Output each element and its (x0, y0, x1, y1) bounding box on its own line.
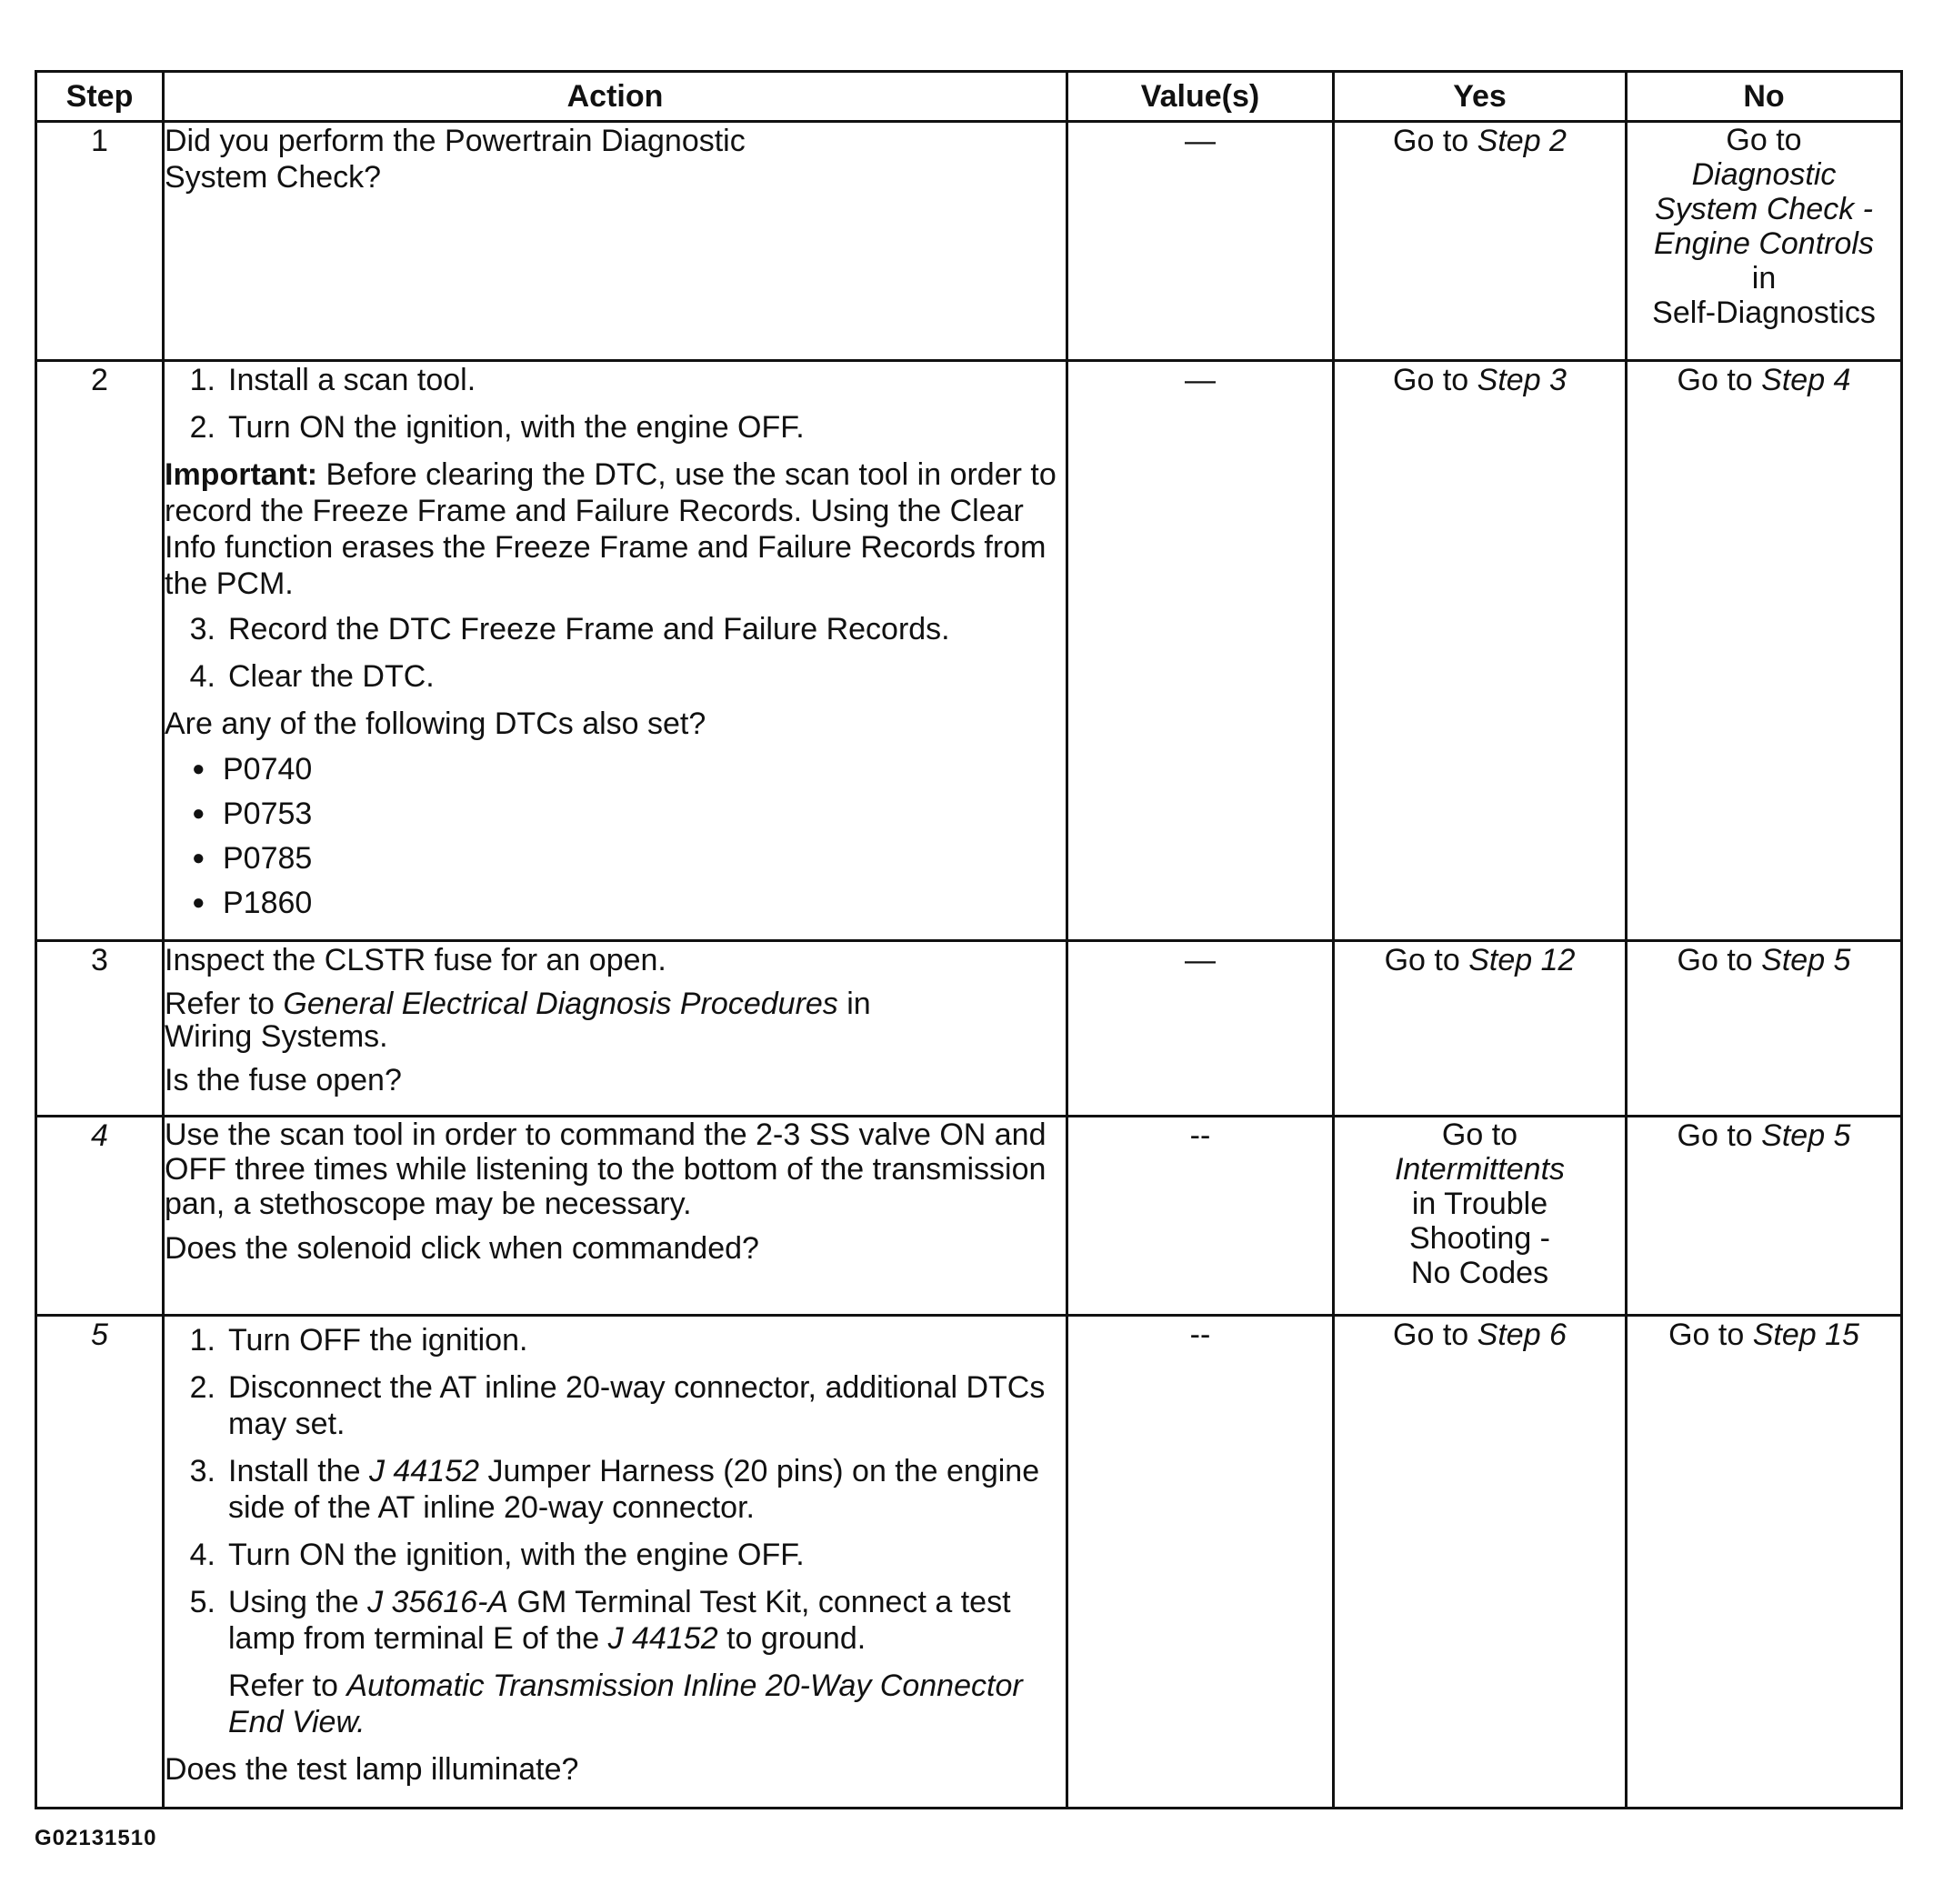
step-number: 1 (36, 122, 164, 361)
value-cell: — (1067, 941, 1334, 1117)
procedure-step: 1. Turn OFF the ignition. (189, 1323, 528, 1358)
no-prefix: Go to (1677, 943, 1753, 977)
action-text: Did you perform the Powertrain Diagnostic System Check? (165, 124, 746, 195)
refer-link[interactable]: Automatic Transmission Inline 20-Way Connector End View (228, 1669, 1023, 1739)
important-text: Before clearing the DTC, use the scan tool in order to record the Freeze Frame and Failure Records. Using the Clear Info function erases the Freeze Frame and Failure Records from the PCM. (165, 457, 1057, 601)
table-row-step-5 (36, 1316, 1902, 1809)
yes-cell (1334, 361, 1627, 941)
yes-step-link[interactable]: Step 3 (1477, 363, 1567, 397)
diagnostic-table (35, 70, 1903, 1809)
dtc-code: ● P0740 (192, 752, 313, 787)
yes-step-link[interactable]: Step 2 (1477, 124, 1567, 158)
question-text: Does the solenoid click when commanded? (165, 1231, 759, 1266)
question-text: Are any of the following DTCs also set? (165, 706, 706, 741)
value-cell: -- (1067, 1117, 1334, 1316)
yes-step-link[interactable]: Step 12 (1468, 943, 1576, 977)
procedure-list-b (165, 611, 1066, 695)
no-ref-line-2[interactable]: System Check - (1655, 192, 1873, 226)
bullet-icon: ● (192, 846, 205, 870)
procedure-step: 2. Turn ON the ignition, with the engine OFF. (189, 410, 805, 445)
yes-cell (1334, 941, 1627, 1117)
step-number: 2 (36, 361, 164, 941)
yes-ref-link[interactable]: Intermittents (1394, 1152, 1566, 1187)
no-cell (1627, 1117, 1902, 1316)
yes-step-link[interactable]: Step 6 (1477, 1318, 1567, 1352)
step-number: 4 (36, 1117, 164, 1316)
action-cell (164, 941, 1067, 1117)
procedure-list-a (165, 362, 1066, 446)
procedure-step: 4. Turn ON the ignition, with the engine OFF. (189, 1538, 805, 1572)
table-row-step-3 (36, 941, 1902, 1117)
table-row-step-2 (36, 361, 1902, 941)
bullet-icon: ● (192, 757, 205, 781)
yes-prefix: Go to (1393, 1318, 1469, 1352)
no-cell (1627, 122, 1902, 361)
value-cell: -- (1067, 1316, 1334, 1809)
no-step-link[interactable]: Step 5 (1761, 943, 1851, 977)
no-goto: Go to (1726, 123, 1802, 157)
action-cell (164, 122, 1067, 361)
dtc-code: ● P0785 (192, 841, 313, 876)
action-cell (164, 1117, 1067, 1316)
question-text: Is the fuse open? (165, 1063, 402, 1097)
header-yes: Yes (1334, 72, 1627, 122)
header-action: Action (164, 72, 1067, 122)
no-step-link[interactable]: Step 15 (1752, 1318, 1859, 1352)
action-cell (164, 361, 1067, 941)
yes-prefix: Go to (1384, 943, 1460, 977)
procedure-step: 3. Install the J 44152 Jumper Harness (20 pins) on the engine side of the AT inline 20-way connector. (189, 1454, 1040, 1525)
procedure-list (165, 1322, 1066, 1657)
refer-link[interactable]: General Electrical Diagnosis Procedures (283, 987, 838, 1021)
no-cell (1627, 941, 1902, 1117)
yes-goto: Go to (1441, 1117, 1518, 1152)
header-no: No (1627, 72, 1902, 122)
value-cell: — (1067, 361, 1334, 941)
no-in: in (1751, 261, 1777, 296)
tool-ref: J 44152 (368, 1454, 479, 1488)
tool-ref: J 44152 (607, 1621, 718, 1656)
yes-prefix: Go to (1393, 124, 1469, 158)
refer-text: Refer to General Electrical Diagnosis Procedures in Wiring Systems. (165, 987, 871, 1054)
no-cell (1627, 361, 1902, 941)
header-step: Step (36, 72, 164, 122)
bullet-icon: ● (192, 801, 205, 826)
procedure-step: 4. Clear the DTC. (189, 659, 435, 694)
yes-cell: Go to Intermittents in Trouble Shooting - No Codes (1334, 1117, 1627, 1316)
no-cell (1627, 1316, 1902, 1809)
value-cell: — (1067, 122, 1334, 361)
no-prefix: Go to (1668, 1318, 1745, 1352)
no-prefix: Go to (1677, 1118, 1753, 1153)
dtc-code: ● P0753 (192, 797, 313, 831)
procedure-step: 5. Using the J 35616-A GM Terminal Test Kit, connect a test lamp from terminal E of the J 44152 to ground. (189, 1585, 1011, 1656)
no-step-link[interactable]: Step 4 (1761, 363, 1851, 397)
yes-cell (1334, 122, 1627, 361)
refer-text: Refer to Automatic Transmission Inline 20-Way Connector End View. (228, 1669, 1023, 1739)
action-cell (164, 1316, 1067, 1809)
diagnostic-table-sheet (35, 70, 1900, 1809)
procedure-step: 3. Record the DTC Freeze Frame and Failure Records. (189, 612, 950, 646)
procedure-step: 2. Disconnect the AT inline 20-way connector, additional DTCs may set. (189, 1370, 1046, 1441)
step-number: 3 (36, 941, 164, 1117)
dtc-code-list (165, 751, 1066, 921)
header-row (36, 72, 1902, 122)
action-text: Use the scan tool in order to command the 2-3 SS valve ON and OFF three times while listening to the bottom of the transmission pan, a stethoscope may be necessary. (165, 1117, 1047, 1221)
important-label: Important: (165, 457, 318, 492)
no-prefix: Go to (1677, 363, 1753, 397)
tool-ref: J 35616-A (367, 1585, 509, 1619)
question-text: Does the test lamp illuminate? (165, 1752, 579, 1787)
procedure-step: 1. Install a scan tool. (189, 363, 476, 397)
yes-prefix: Go to (1393, 363, 1469, 397)
step-number: 5 (36, 1316, 164, 1809)
dtc-code: ● P1860 (192, 886, 313, 920)
no-ref-line-1[interactable]: Diagnostic (1691, 157, 1837, 192)
table-row-step-4 (36, 1117, 1902, 1316)
table-row-step-1 (36, 122, 1902, 361)
important-note (165, 456, 1066, 602)
figure-id: G02131510 (35, 1826, 157, 1850)
header-values: Value(s) (1067, 72, 1334, 122)
bullet-icon: ● (192, 890, 205, 915)
no-step-link[interactable]: Step 5 (1761, 1118, 1851, 1153)
yes-cell (1334, 1316, 1627, 1809)
no-section: Self-Diagnostics (1652, 296, 1876, 330)
action-text: Inspect the CLSTR fuse for an open. (165, 943, 666, 977)
no-ref-line-3[interactable]: Engine Controls (1654, 226, 1874, 261)
